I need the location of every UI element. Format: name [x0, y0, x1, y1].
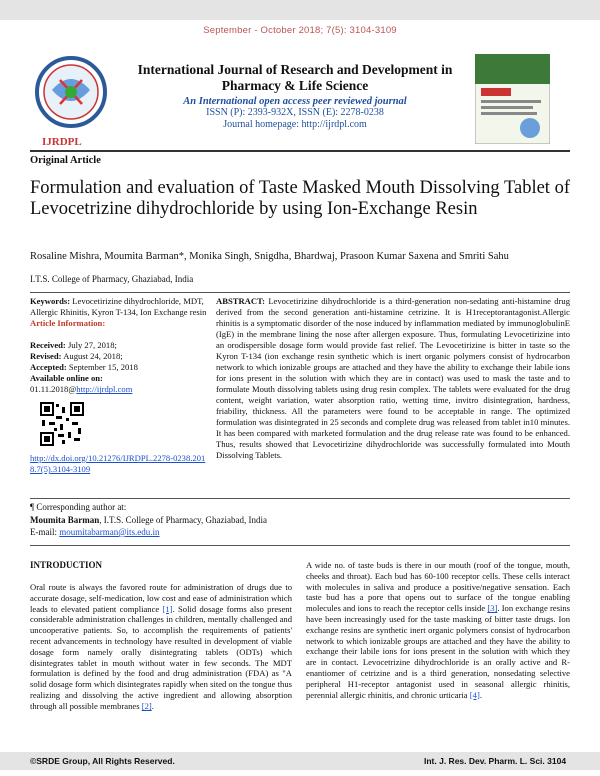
corr-heading: Corresponding author at:	[36, 502, 127, 512]
corr-affil: , I.T.S. College of Pharmacy, Ghaziabad, India	[99, 514, 267, 525]
footer-journal	[424, 756, 566, 766]
qr-code	[40, 402, 210, 449]
article-type: Original Article	[30, 155, 101, 166]
ref-2[interactable]: [2]	[141, 700, 152, 711]
journal-cover-image	[475, 54, 550, 144]
email-label: E-mail:	[30, 527, 60, 537]
journal-title-1: International Journal of Research and Development in	[137, 62, 453, 77]
ref-1[interactable]: [1]	[162, 603, 173, 614]
corr-rule	[30, 498, 570, 499]
body-column-1	[30, 582, 292, 712]
journal-subtitle: An International open access peer reviewed journal	[183, 96, 407, 107]
col1-text-b: . Solid dosage forms also present considerable administration challenges in children, mentally challenged and uncooperative patients. So, to accomplish the requirements of patients' recent advancements in technology have resulted in development of viable dosage form namely orally disintegrating tablets (ODTs) which disintegrates tablet in mouth without water in few seconds. The MDT formulation is defined by the food and drug administration (FDA) as "A solid dosage form which disintegrates rapidly when sited on the tongue thus realizing and dissolving the active ingredient and allowing absorption through all possible membranes	[30, 603, 292, 711]
journal-title-2: Pharmacy & Life Science	[221, 78, 369, 93]
footer-copyright: ©SRDE Group, All Rights Reserved.	[30, 756, 175, 766]
keywords: Levocetirizine dihydrochloride, MDT, Allergic Rhinitis, Kyron T-134, Ion Exchange resin	[30, 296, 207, 318]
online-link[interactable]: http://ijrdpl.com	[76, 384, 133, 395]
doi-link[interactable]: http://dx.doi.org/10.21276/IJRDPL.2278-0238.2018.7(5).3104-3109	[30, 452, 206, 475]
col2-text-a: A wide no. of taste buds is there in our mouth (roof of the tongue, mouth, cheeks and throat). Each bud has 60-100 receptor cells. These cells interact with molecules in saliva and produce a positive/negative sensation. Each taste bud has a pore that opens out to surface of the tongue enabling molecules and ions to reach the receptor cells inside	[306, 560, 570, 614]
col1-text-a: Oral route is always the favored route for administration of drugs due to accurate dosage, self-medication, low cost and ease of administration which leads to elevated patient compliance	[30, 582, 292, 614]
article-title: Formulation and evaluation of Taste Masked Mouth Dissolving Tablet of Levocetrizine dihydrochloride by using Ion-Exchange Resin	[30, 178, 570, 219]
abstract	[216, 296, 570, 461]
ref-3[interactable]: [3]	[487, 603, 498, 614]
section-rule	[30, 292, 570, 293]
corr-name: Moumita Barman	[30, 514, 100, 525]
revised-label: Revised:	[30, 350, 62, 361]
journal-header	[120, 62, 470, 131]
online-date: 01.11.2018@	[30, 384, 77, 395]
col1-text-c: .	[151, 700, 154, 711]
abstract-label: ABSTRACT:	[216, 296, 266, 306]
online-label: Available online on:	[30, 373, 103, 384]
article-affiliation: I.T.S. College of Pharmacy, Ghaziabad, India	[30, 274, 194, 284]
accepted-label: Accepted:	[30, 362, 67, 373]
col2-text-c: .	[479, 689, 482, 700]
journal-logo	[30, 50, 112, 148]
received-date: July 27, 2018;	[67, 339, 117, 350]
corr-email[interactable]: moumitabarman@its.edu.in	[59, 527, 160, 537]
revised-date: August 24, 2018;	[63, 350, 123, 361]
article-authors: Rosaline Mishra, Moumita Barman*, Monika Singh, Snigdha, Bhardwaj, Prasoon Kumar Saxena and Smriti Sahu	[30, 251, 509, 262]
correspondence: ¶ Corresponding author at: Moumita Barman, I.T.S. College of Pharmacy, Ghaziabad, India E-mail: moumitabarman@its.edu.in	[30, 502, 267, 537]
journal-homepage[interactable]: Journal homepage: http://ijrdpl.com	[223, 119, 367, 130]
intro-heading: INTRODUCTION	[30, 560, 103, 570]
body-rule	[30, 545, 570, 546]
received-label: Received:	[30, 339, 66, 350]
logo-text: IJRDPL	[42, 136, 82, 148]
ref-4[interactable]: [4]	[469, 689, 480, 700]
article-info-box	[30, 296, 210, 475]
journal-issn: ISSN (P): 2393-932X, ISSN (E): 2278-0238	[206, 107, 384, 118]
abstract-text: Levocetirizine dihydrochloride is a third-generation non-sedating anti-histamine drug derived from the second generation anti-histamine cetrizine. It is H1receptorantagonist.Allergic rhinitis is a symptomatic disorder of the nose induced by inflammation mediated by immunoglobulinE (IgE) in the membrane lining the nose after allergen exposure. Thus, formulating Levocetirizine into an orodispersible dosage form would provide fast relief. The Levocetirizine is bitter in taste so the Kyron T-134 (ion exchange resin synthetic which is inert organic polymers consist of hydrocarbon network to which ionizable groups are attached and they have the ability to exchange their labile ions for ions present in the solution with which they are in contact) was used to mask the taste and to formulate Mouth dissolving tablets using drug resin complex. The tablets were evaluated for the drug content, weight variation, water absorption ratio, wetting time, invitro disintegration, hardness, friability, thickness. All the parameters were found to be acceptable in range. The optimized formulation was disintegrated in 25 seconds and complete drug was released from tablet in10 minutes. It has been compared with marketed formulation and the drug release rate was found to be enhanced. Thus, results showed that Levocetirizine dihydrochloride was successfully formulated into Mouth Dissolving Tablets.	[216, 296, 570, 460]
page-number: 3104	[547, 756, 567, 766]
body-column-2	[306, 560, 570, 700]
col2-text-b: . Ion exchange resins have been increasingly used for the taste masking of bitter taste drugs. Ion exchange resins are synthetic inert organic polymers consist of hydrocarbon network to which ionizable groups are attached and they have the ability to exchange their labile ions for ions present in the solution with which they are in contact. Levocetrizine dihydrochloride is an orally active and R-enantiomer of cetrizine and is a third generation, nonsedating selective peripheral H1-receptor antagonist used in seasonal allergic rhinitis, perennial allergic rhinitis, and chronic urticaria	[306, 603, 570, 700]
accepted-date: September 15, 2018	[68, 362, 138, 373]
article-info-label: Article Information:	[30, 318, 106, 329]
top-band	[0, 0, 600, 20]
keywords-label: Keywords:	[30, 296, 71, 306]
footer-journal-abbrev: Int. J. Res. Dev. Pharm. L. Sci.	[424, 756, 545, 766]
issue-line: September - October 2018; 7(5): 3104-3109	[203, 25, 397, 36]
header-rule	[30, 150, 570, 152]
